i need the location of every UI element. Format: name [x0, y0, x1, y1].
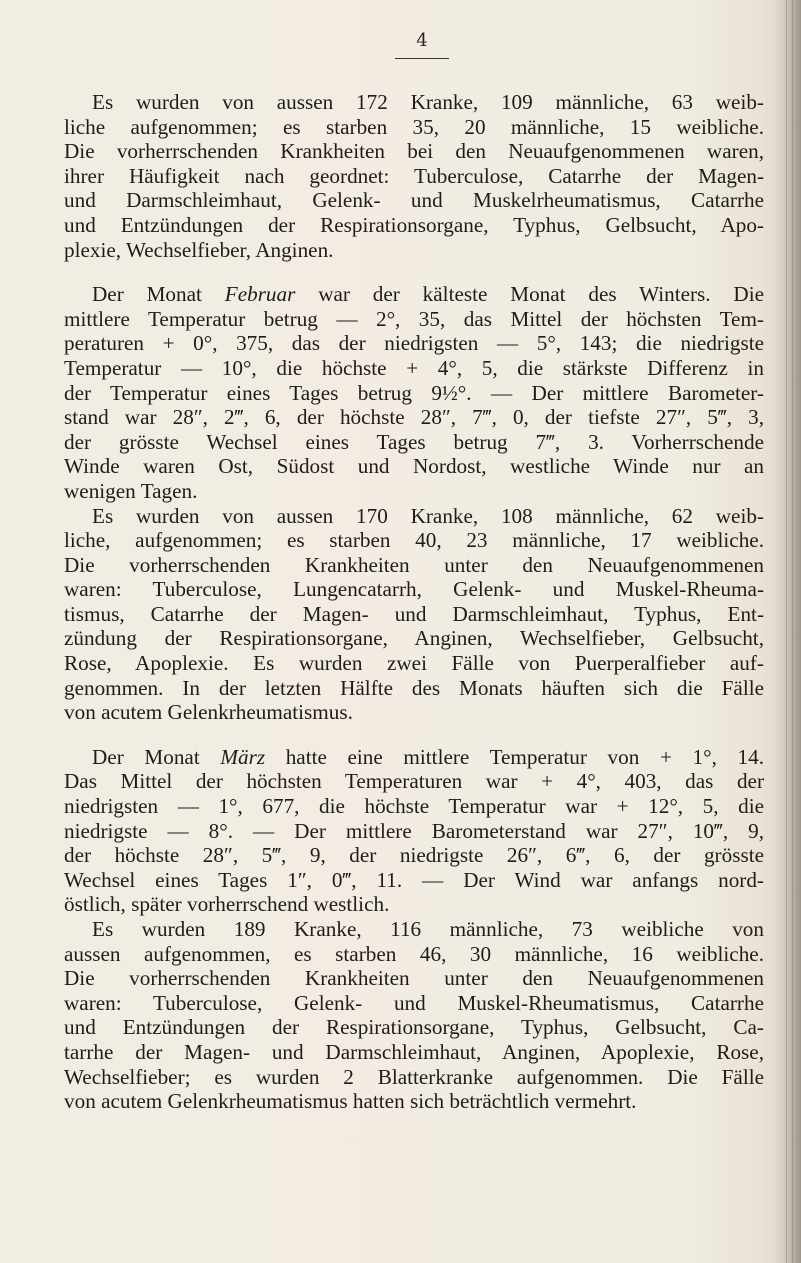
paragraph-february-patients	[64, 504, 764, 725]
text-line: Die vorherrschenden Krankheiten unter den Neuaufgenommenen	[64, 966, 764, 991]
text-line: östlich, später vorherrschend westlich.	[64, 892, 390, 917]
text-line: liche, aufgenommen; es starben 40, 23 männliche, 17 weibliche.	[64, 528, 764, 553]
text-line: und Darmschleimhaut, Gelenk- und Muskelrheumatismus, Catarrhe	[64, 188, 764, 213]
text-line: waren: Tuberculose, Gelenk- und Muskel-Rheumatismus, Catarrhe	[64, 990, 764, 1015]
text-line: Wechsel eines Tages 1″, 0‴, 11. — Der Wind war anfangs nord-	[64, 867, 764, 892]
text-line: mittlere Temperatur betrug — 2°, 35, das Mittel der höchsten Tem-	[64, 306, 764, 331]
text-line: aussen aufgenommen, es starben 46, 30 männliche, 16 weibliche.	[64, 941, 764, 966]
text-line: liche aufgenommen; es starben 35, 20 männliche, 15 weibliche.	[64, 114, 764, 139]
text-line: plexie, Wechselfieber, Anginen.	[64, 237, 334, 262]
text-line: und Entzündungen der Respirationsorgane, Typhus, Gelbsucht, Ca-	[64, 1015, 764, 1040]
text-line: Wechselfieber; es wurden 2 Blatterkranke aufgenommen. Die Fälle	[64, 1064, 764, 1089]
text-line: Es wurden von aussen 172 Kranke, 109 männliche, 63 weib-	[92, 90, 764, 114]
text-line: niedrigsten — 1°, 677, die höchste Temperatur war + 12°, 5, die	[64, 794, 764, 819]
paragraph-february-admissions	[64, 90, 764, 262]
page-number-rule	[395, 58, 449, 59]
text-line: Es wurden von aussen 170 Kranke, 108 männliche, 62 weib-	[92, 503, 764, 528]
text-line: von acutem Gelenkrheumatismus.	[64, 700, 353, 725]
text-line: stand war 28″, 2‴, 6, der höchste 28″, 7‴, 0, der tiefste 27″, 5‴, 3,	[64, 405, 764, 430]
text-line: tismus, Catarrhe der Magen- und Darmschleimhaut, Typhus, Ent-	[64, 601, 764, 626]
text-line: Der Monat Februar war der kälteste Monat des Winters. Die	[92, 282, 765, 307]
paragraph-february-weather	[64, 282, 764, 503]
text-line: waren: Tuberculose, Lungencatarrh, Gelenk- und Muskel-Rheuma-	[64, 577, 764, 602]
italic-term: März	[220, 744, 266, 769]
page-edge-shadow	[773, 0, 801, 1263]
text-line: Rose, Apoplexie. Es wurden zwei Fälle von Puerperalfieber auf-	[64, 651, 764, 676]
text-line: der höchste 28″, 5‴, 9, der niedrigste 26″, 6‴, 6, der grösste	[64, 843, 764, 868]
text-line: der Temperatur eines Tages betrug 9½°. — Der mittlere Barometer-	[64, 380, 764, 405]
page-number: 4	[416, 30, 428, 51]
text-line: ihrer Häufigkeit nach geordnet: Tuberculose, Catarrhe der Magen-	[64, 163, 764, 188]
text-line: Es wurden 189 Kranke, 116 männliche, 73 weibliche von	[92, 917, 764, 941]
body-text	[64, 90, 764, 1114]
text-line: Winde waren Ost, Südost und Nordost, westliche Winde nur an	[64, 454, 764, 479]
text-line: zündung der Respirationsorgane, Anginen, Wechselfieber, Gelbsucht,	[64, 626, 764, 651]
text-line: Die vorherrschenden Krankheiten unter den Neuaufgenommenen	[64, 552, 764, 577]
paragraph-march-patients	[64, 917, 764, 1114]
text-line: genommen. In der letzten Hälfte des Monats häuften sich die Fälle	[64, 675, 764, 700]
text-line: niedrigste — 8°. — Der mittlere Barometerstand war 27″, 10‴, 9,	[64, 818, 764, 843]
text-line: peraturen + 0°, 375, das der niedrigsten — 5°, 143; die niedrigste	[64, 331, 764, 356]
text-line: Der Monat März hatte eine mittlere Temperatur von + 1°, 14.	[92, 744, 765, 769]
paragraph-march-weather	[64, 745, 764, 917]
text-line: von acutem Gelenkrheumatismus hatten sich beträchtlich vermehrt.	[64, 1089, 637, 1114]
text-line: Die vorherrschenden Krankheiten bei den Neuaufgenommenen waren,	[64, 139, 764, 164]
text-line: und Entzündungen der Respirationsorgane, Typhus, Gelbsucht, Apo-	[64, 212, 764, 237]
text-line: tarrhe der Magen- und Darmschleimhaut, Anginen, Apoplexie, Rose,	[64, 1039, 764, 1064]
text-line: wenigen Tagen.	[64, 478, 198, 503]
text-line: der grösste Wechsel eines Tages betrug 7‴, 3. Vorherrschende	[64, 429, 764, 454]
text-line: Das Mittel der höchsten Temperaturen war + 4°, 403, das der	[64, 769, 764, 794]
italic-term: Februar	[224, 282, 296, 307]
text-line: Temperatur — 10°, die höchste + 4°, 5, die stärkste Differenz in	[64, 355, 764, 380]
